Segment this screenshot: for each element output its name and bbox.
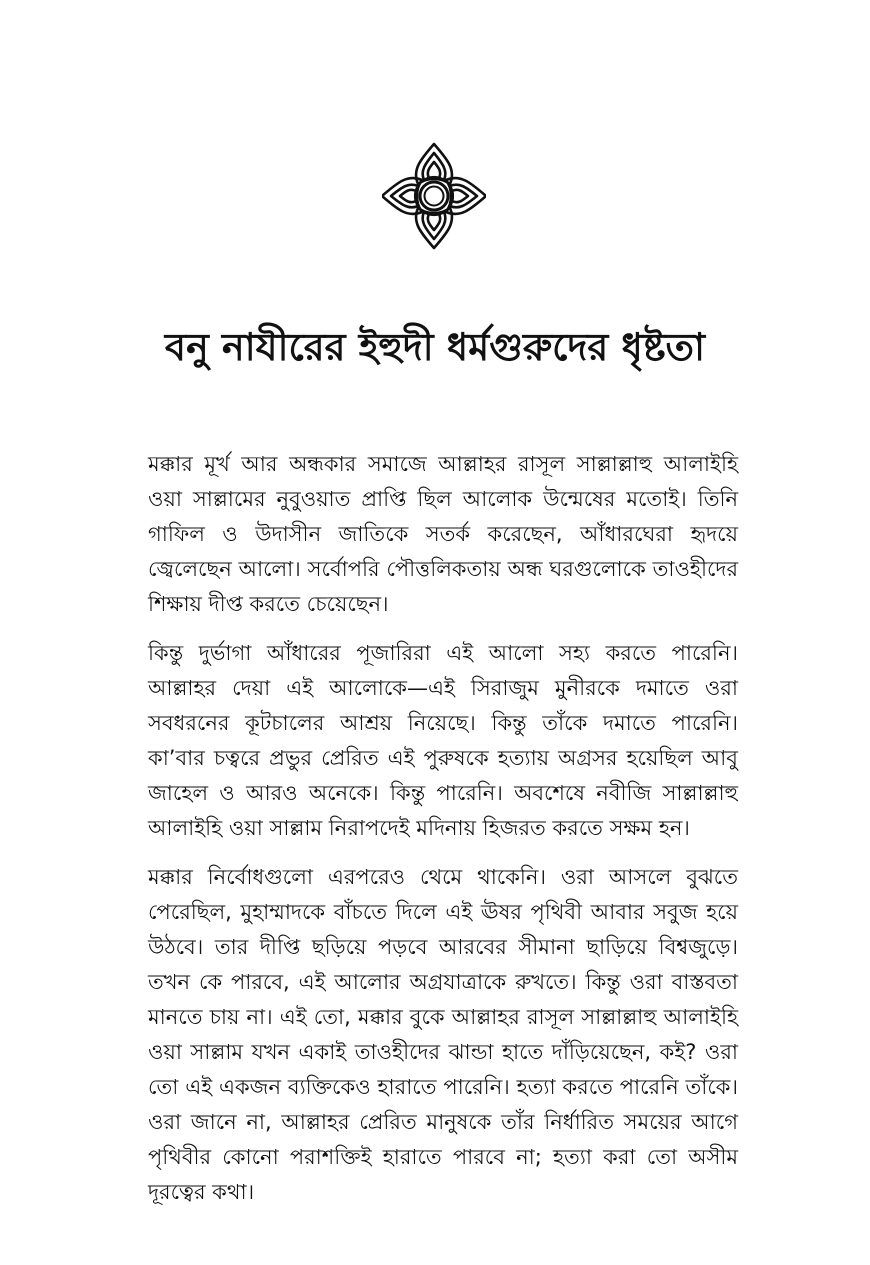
paragraph-1: মক্কার মূর্খ আর অন্ধকার সমাজে আল্লাহর রাসূল সাল্লাল্লাহু আলাইহি ওয়া সাল্লামের নুবুওয়াত প্রাপ্তি ছিল আলোক উন্মেষের মতোই। তিনি গাফিল ও উদাসীন জাতিকে সতর্ক করেছেন, আঁধারঘেরা হৃদয়ে জ্বেলেছেন আলো। সর্বোপরি পৌত্তলিকতায় অন্ধ ঘরগুলোকে তাওহীদের শিক্ষায় দীপ্ত করতে চেয়েছেন। bbox=[148, 452, 738, 616]
chapter-body bbox=[148, 447, 738, 1224]
paragraph-3: মক্কার নির্বোধগুলো এরপরেও থেমে থাকেনি। ওরা আসলে বুঝতে পেরেছিল, মুহাম্মাদকে বাঁচতে দিলে এই ঊষর পৃথিবী আবার সবুজ হয়ে উঠবে। তার দীপ্তি ছড়িয়ে পড়বে আরবের সীমানা ছাড়িয়ে বিশ্বজুড়ে। তখন কে পারবে, এই আলোর অগ্রযাত্রাকে রুখতে। কিন্তু ওরা বাস্তবতা মানতে চায় না। এই তো, মক্কার বুকে আল্লাহর রাসূল সাল্লাল্লাহু আলাইহি ওয়া সাল্লাম যখন একাই তাওহীদের ঝান্ডা হাতে দাঁড়িয়েছেন, কই? ওরা তো এই একজন ব্যক্তিকেও হারাতে পারেনি। হত্যা করতে পারেনি তাঁকে। ওরা জানে না, আল্লাহর প্রেরিত মানুষকে তাঁর নির্ধারিত সময়ের আগে পৃথিবীর কোনো পরাশক্তিই হারাতে পারবে না; হত্যা করা তো অসীম দূরত্বের কথা। bbox=[148, 865, 738, 1204]
chapter-title: বনু নাযীরের ইহুদী ধর্মগুরুদের ধৃষ্টতা bbox=[164, 325, 706, 369]
lotus-ornament-icon bbox=[382, 140, 486, 252]
paragraph-2: কিন্তু দুর্ভাগা আঁধারের পূজারিরা এই আলো সহ্য করতে পারেনি। আল্লাহর দেয়া এই আলোকে—এই সিরাজুম মুনীরকে দমাতে ওরা সবধরনের কূটচালের আশ্রয় নিয়েছে। কিন্তু তাঁকে দমাতে পারেনি। কা’বার চত্বরে প্রভুর প্রেরিত এই পুরুষকে হত্যায় অগ্রসর হয়েছিল আবু জাহেল ও আরও অনেকে। কিন্তু পারেনি। অবশেষে নবীজি সাল্লাল্লাহু আলাইহি ওয়া সাল্লাম নিরাপদেই মদিনায় হিজরত করতে সক্ষম হন। bbox=[148, 641, 738, 840]
